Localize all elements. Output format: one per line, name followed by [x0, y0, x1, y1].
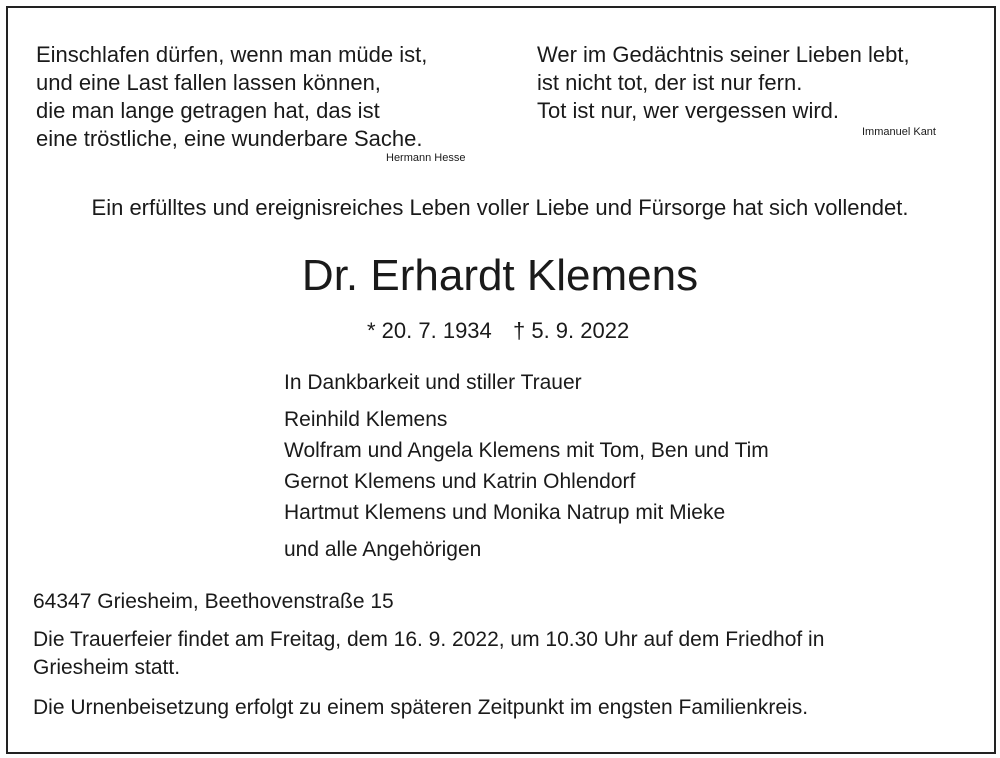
quote-right-author: Immanuel Kant	[862, 126, 936, 138]
mourners-intro: In Dankbarkeit und stiller Trauer	[284, 371, 582, 394]
mourner-name: Wolfram und Angela Klemens mit Tom, Ben und Tim	[284, 439, 769, 462]
funeral-info-line: Die Trauerfeier findet am Freitag, dem 16. 9. 2022, um 10.30 Uhr auf dem Friedhof in	[33, 628, 825, 651]
address: 64347 Griesheim, Beethovenstraße 15	[33, 590, 394, 613]
birth-date: * 20. 7. 1934	[367, 318, 492, 343]
quote-right-line: ist nicht tot, der ist nur fern.	[537, 70, 803, 95]
quote-right-line: Wer im Gedächtnis seiner Lieben lebt,	[537, 42, 910, 67]
quote-left-line: die man lange getragen hat, das ist	[36, 98, 380, 123]
quote-right-line: Tot ist nur, wer vergessen wird.	[537, 98, 840, 123]
mourners-list	[284, 404, 769, 528]
quote-left-line: Einschlafen dürfen, wenn man müde ist,	[36, 42, 428, 67]
quote-left-author: Hermann Hesse	[386, 152, 466, 164]
mourner-name: Gernot Klemens und Katrin Ohlendorf	[284, 470, 636, 493]
mourner-name: Reinhild Klemens	[284, 408, 448, 431]
death-date: † 5. 9. 2022	[513, 318, 630, 343]
quote-left-line: eine tröstliche, eine wunderbare Sache.	[36, 126, 423, 151]
deceased-name: Dr. Erhardt Klemens	[301, 251, 699, 300]
mourners-closing: und alle Angehörigen	[284, 538, 482, 561]
funeral-info-line: Griesheim statt.	[33, 656, 181, 679]
urn-info: Die Urnenbeisetzung erfolgt zu einem späteren Zeitpunkt im engsten Familienkreis.	[33, 696, 809, 719]
mourner-name: Hartmut Klemens und Monika Natrup mit Mieke	[284, 501, 726, 524]
quote-left	[36, 41, 427, 153]
lead-text: Ein erfülltes und ereignisreiches Leben voller Liebe und Fürsorge hat sich vollendet.	[91, 195, 909, 220]
quote-left-line: und eine Last fallen lassen können,	[36, 70, 381, 95]
quote-right	[537, 41, 910, 125]
